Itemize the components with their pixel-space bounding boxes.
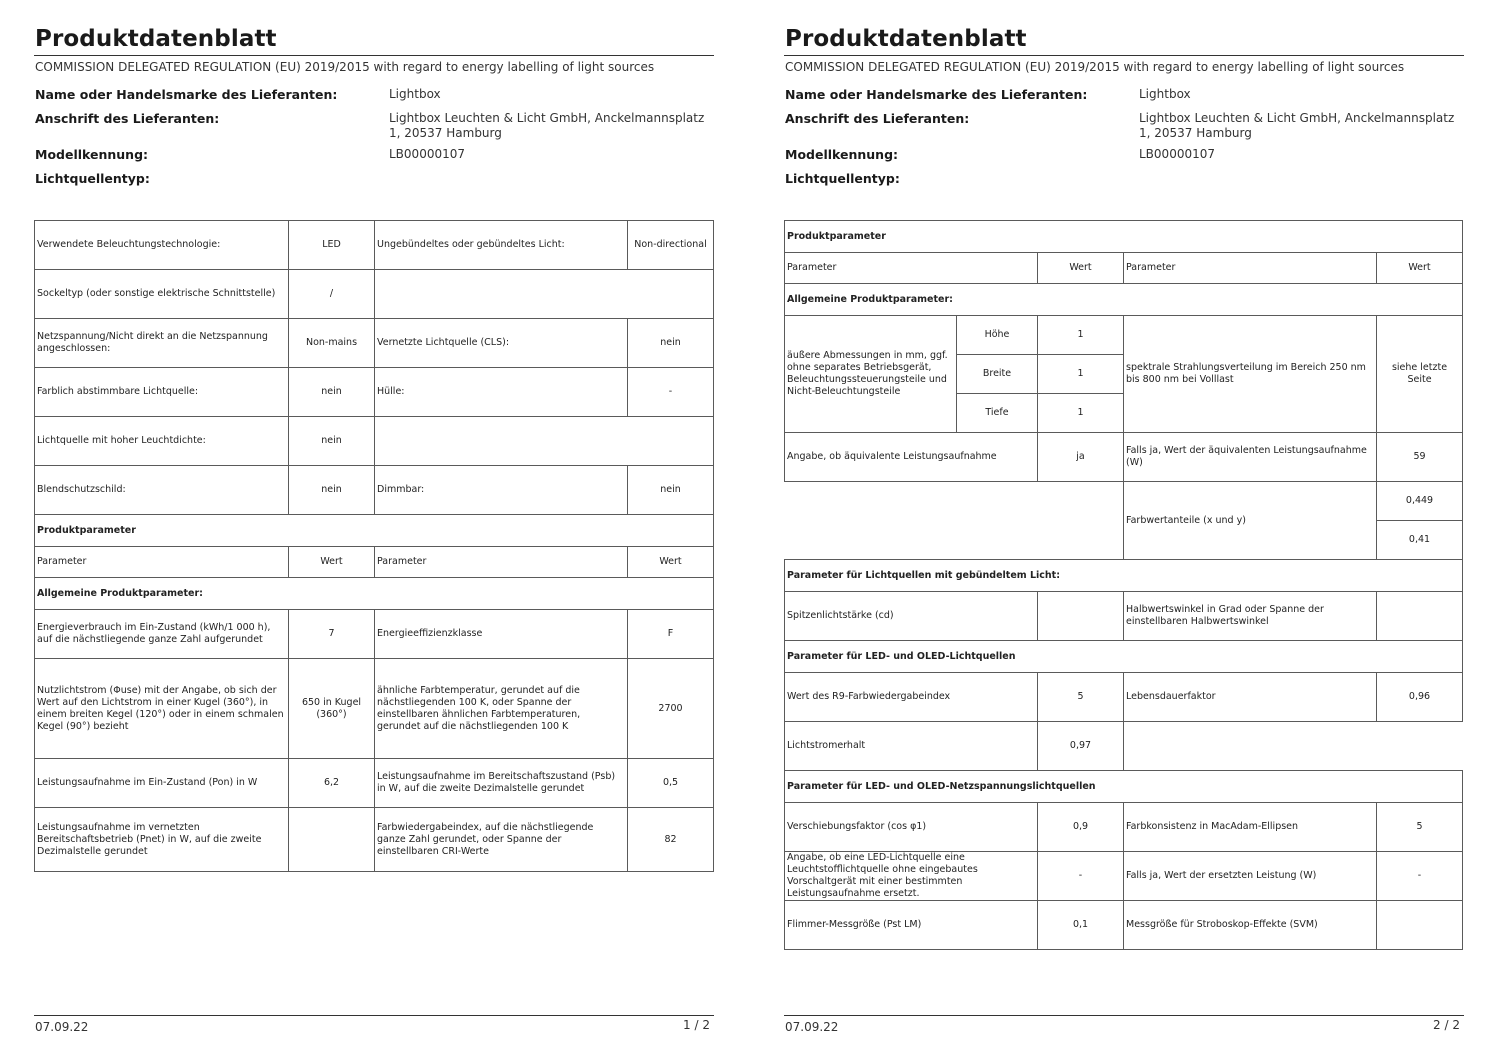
psb-label: Leistungsaufnahme im Bereitschaftszustand (Psb) in W, auf die zweite Dezimalstelle gerundet bbox=[375, 759, 628, 808]
cct-label: ähnliche Farbtemperatur, gerundet auf die nächstliegenden 100 K, oder Spanne der einstellbaren ähnlichen Farbtemperaturen, gerundet auf die nächstliegenden 100 K bbox=[375, 659, 628, 759]
table-row bbox=[35, 808, 714, 872]
table-row bbox=[35, 759, 714, 808]
empty-cell bbox=[375, 417, 714, 466]
retrofit-label: Angabe, ob eine LED-Lichtquelle eine Leuchtstofflichtquelle ohne eingebautes Vorschaltgerät mit einer bestimmten Leistungsaufnahme ersetzt. bbox=[785, 852, 1038, 901]
supplier-label: Name oder Handelsmarke des Lieferanten: bbox=[785, 87, 1088, 102]
peak-intensity-label: Spitzenlichtstärke (cd) bbox=[785, 592, 1038, 641]
datasheet-page-2 bbox=[784, 0, 1464, 1061]
width-label: Breite bbox=[957, 355, 1038, 394]
cap-label: Sockeltyp (oder sonstige elektrische Schnittstelle) bbox=[35, 270, 289, 319]
equiv-value: ja bbox=[1038, 433, 1124, 482]
height-value: 1 bbox=[1038, 316, 1124, 355]
pnet-value bbox=[289, 808, 375, 872]
table-row bbox=[35, 466, 714, 515]
column-header: Wert bbox=[289, 547, 375, 578]
table-row bbox=[785, 771, 1463, 803]
supplier-value: Lightbox bbox=[1139, 87, 1191, 101]
column-header: Parameter bbox=[785, 253, 1038, 284]
displacement-value: 0,9 bbox=[1038, 803, 1124, 852]
cls-value: nein bbox=[628, 319, 714, 368]
table-row bbox=[785, 803, 1463, 852]
footer-page-number: 2 / 2 bbox=[1433, 1018, 1460, 1032]
table-row bbox=[35, 610, 714, 659]
table-row bbox=[785, 901, 1463, 950]
table-row bbox=[785, 852, 1463, 901]
cct-value: 2700 bbox=[628, 659, 714, 759]
tech-value: LED bbox=[289, 221, 375, 270]
directional-label: Ungebündeltes oder gebündeltes Licht: bbox=[375, 221, 628, 270]
page-title: Produktdatenblatt bbox=[785, 26, 1027, 52]
footer-date: 07.09.22 bbox=[785, 1020, 839, 1034]
r9-label: Wert des R9-Farbwiedergabeindex bbox=[785, 673, 1038, 722]
page-title: Produktdatenblatt bbox=[35, 26, 277, 52]
table-row bbox=[35, 319, 714, 368]
footer-divider bbox=[784, 1015, 1464, 1016]
envelope-label: Hülle: bbox=[375, 368, 628, 417]
replaced-power-value: - bbox=[1377, 852, 1463, 901]
directional-value: Non-directional bbox=[628, 221, 714, 270]
width-value: 1 bbox=[1038, 355, 1124, 394]
maintenance-value: 0,97 bbox=[1038, 722, 1124, 771]
depth-value: 1 bbox=[1038, 394, 1124, 433]
svm-label: Messgröße für Stroboskop-Effekte (SVM) bbox=[1124, 901, 1377, 950]
model-label: Modellkennung: bbox=[35, 147, 149, 162]
macadam-value: 5 bbox=[1377, 803, 1463, 852]
equiv-power-value: 59 bbox=[1377, 433, 1463, 482]
regulation-subtitle: COMMISSION DELEGATED REGULATION (EU) 2019/2015 with regard to energy labelling of light sources bbox=[785, 60, 1405, 74]
section-header: Allgemeine Produktparameter: bbox=[785, 284, 1463, 316]
dimensions-label: äußere Abmessungen in mm, ggf. ohne separates Betriebsgerät, Beleuchtungssteuerungsteile und Nicht-Beleuchtungsteile bbox=[785, 316, 957, 433]
equiv-power-label: Falls ja, Wert der äquivalenten Leistungsaufnahme (W) bbox=[1124, 433, 1377, 482]
table-row bbox=[785, 221, 1463, 253]
footer-date: 07.09.22 bbox=[35, 1020, 89, 1034]
table-row bbox=[35, 221, 714, 270]
column-header: Wert bbox=[628, 547, 714, 578]
cri-value: 82 bbox=[628, 808, 714, 872]
high-luminance-label: Lichtquelle mit hoher Leuchtdichte: bbox=[35, 417, 289, 466]
supplier-label: Name oder Handelsmarke des Lieferanten: bbox=[35, 87, 338, 102]
psb-value: 0,5 bbox=[628, 759, 714, 808]
regulation-subtitle: COMMISSION DELEGATED REGULATION (EU) 2019/2015 with regard to energy labelling of light sources bbox=[35, 60, 655, 74]
table-row bbox=[35, 368, 714, 417]
section-header: Parameter für LED- und OLED-Netzspannungslichtquellen bbox=[785, 771, 1463, 803]
pnet-label: Leistungsaufnahme im vernetzten Bereitschaftsbetrieb (Pnet) in W, auf die zweite Dezimalstelle gerundet bbox=[35, 808, 289, 872]
address-label: Anschrift des Lieferanten: bbox=[785, 111, 970, 126]
column-header: Parameter bbox=[375, 547, 628, 578]
section-header: Parameter für Lichtquellen mit gebündeltem Licht: bbox=[785, 560, 1463, 592]
pon-value: 6,2 bbox=[289, 759, 375, 808]
column-header: Wert bbox=[1377, 253, 1463, 284]
table-row bbox=[785, 673, 1463, 722]
beam-angle-value bbox=[1377, 592, 1463, 641]
mains-value: Non-mains bbox=[289, 319, 375, 368]
dimmable-label: Dimmbar: bbox=[375, 466, 628, 515]
tech-label: Verwendete Beleuchtungstechnologie: bbox=[35, 221, 289, 270]
displacement-label: Verschiebungsfaktor (cos φ1) bbox=[785, 803, 1038, 852]
maintenance-label: Lichtstromerhalt bbox=[785, 722, 1038, 771]
macadam-label: Farbkonsistenz in MacAdam-Ellipsen bbox=[1124, 803, 1377, 852]
section-header: Parameter für LED- und OLED-Lichtquellen bbox=[785, 641, 1463, 673]
equiv-label: Angabe, ob äquivalente Leistungsaufnahme bbox=[785, 433, 1038, 482]
datasheet-page-1 bbox=[34, 0, 714, 1061]
supplier-value: Lightbox bbox=[389, 87, 441, 101]
flux-label: Nutzlichtstrom (Φuse) mit der Angabe, ob sich der Wert auf den Lichtstrom in einer Kugel (360°), in einem breiten Kegel (120°) oder in einem schmalen Kegel (90°) bezieht bbox=[35, 659, 289, 759]
section-header: Produktparameter bbox=[35, 515, 714, 547]
parameters-table bbox=[784, 220, 1463, 950]
table-row bbox=[785, 316, 1463, 355]
address-value: Lightbox Leuchten & Licht GmbH, Anckelmannsplatz 1, 20537 Hamburg bbox=[389, 111, 705, 140]
mains-label: Netzspannung/Nicht direkt an die Netzspannung angeschlossen: bbox=[35, 319, 289, 368]
empty-cell bbox=[1124, 722, 1463, 771]
table-row bbox=[35, 515, 714, 547]
dimmable-value: nein bbox=[628, 466, 714, 515]
cls-label: Vernetzte Lichtquelle (CLS): bbox=[375, 319, 628, 368]
height-label: Höhe bbox=[957, 316, 1038, 355]
cap-value: / bbox=[289, 270, 375, 319]
antiglare-label: Blendschutzschild: bbox=[35, 466, 289, 515]
antiglare-value: nein bbox=[289, 466, 375, 515]
cri-label: Farbwiedergabeindex, auf die nächstliegende ganze Zahl gerundet, oder Spanne der einstellbaren CRI-Werte bbox=[375, 808, 628, 872]
flux-value: 650 in Kugel (360°) bbox=[289, 659, 375, 759]
column-header: Wert bbox=[1038, 253, 1124, 284]
model-label: Modellkennung: bbox=[785, 147, 899, 162]
spectral-value: siehe letzte Seite bbox=[1377, 316, 1463, 433]
light-source-type-label: Lichtquellentyp: bbox=[35, 171, 150, 186]
table-row bbox=[35, 547, 714, 578]
survival-value: 0,96 bbox=[1377, 673, 1463, 722]
flicker-label: Flimmer-Messgröße (Pst LM) bbox=[785, 901, 1038, 950]
table-row bbox=[35, 578, 714, 610]
model-value: LB00000107 bbox=[1139, 147, 1215, 161]
envelope-value: - bbox=[628, 368, 714, 417]
table-row bbox=[785, 641, 1463, 673]
flicker-value: 0,1 bbox=[1038, 901, 1124, 950]
footer-divider bbox=[34, 1015, 714, 1016]
svm-value bbox=[1377, 901, 1463, 950]
retrofit-value: - bbox=[1038, 852, 1124, 901]
colour-tunable-value: nein bbox=[289, 368, 375, 417]
chromaticity-x-value: 0,449 bbox=[1377, 482, 1463, 521]
chromaticity-label: Farbwertanteile (x und y) bbox=[1124, 482, 1377, 560]
empty-cell bbox=[785, 482, 1124, 560]
high-luminance-value: nein bbox=[289, 417, 375, 466]
table-row bbox=[785, 253, 1463, 284]
colour-tunable-label: Farblich abstimmbare Lichtquelle: bbox=[35, 368, 289, 417]
address-label: Anschrift des Lieferanten: bbox=[35, 111, 220, 126]
footer-page-number: 1 / 2 bbox=[683, 1018, 710, 1032]
column-header: Parameter bbox=[35, 547, 289, 578]
title-divider bbox=[784, 55, 1464, 56]
section-header: Allgemeine Produktparameter: bbox=[35, 578, 714, 610]
section-header: Produktparameter bbox=[785, 221, 1463, 253]
energy-on-value: 7 bbox=[289, 610, 375, 659]
eec-value: F bbox=[628, 610, 714, 659]
spectral-label: spektrale Strahlungsverteilung im Bereich 250 nm bis 800 nm bei Volllast bbox=[1124, 316, 1377, 433]
beam-angle-label: Halbwertswinkel in Grad oder Spanne der einstellbaren Halbwertswinkel bbox=[1124, 592, 1377, 641]
parameters-table bbox=[34, 220, 714, 872]
address-value: Lightbox Leuchten & Licht GmbH, Anckelmannsplatz 1, 20537 Hamburg bbox=[1139, 111, 1455, 140]
energy-on-label: Energieverbrauch im Ein-Zustand (kWh/1 000 h), auf die nächstliegende ganze Zahl aufgerundet bbox=[35, 610, 289, 659]
pon-label: Leistungsaufnahme im Ein-Zustand (Pon) in W bbox=[35, 759, 289, 808]
table-row bbox=[785, 433, 1463, 482]
table-row bbox=[785, 482, 1463, 521]
chromaticity-y-value: 0,41 bbox=[1377, 521, 1463, 560]
table-row bbox=[785, 284, 1463, 316]
peak-intensity-value bbox=[1038, 592, 1124, 641]
empty-cell bbox=[375, 270, 714, 319]
table-row bbox=[785, 560, 1463, 592]
table-row bbox=[35, 417, 714, 466]
table-row bbox=[785, 592, 1463, 641]
r9-value: 5 bbox=[1038, 673, 1124, 722]
table-row bbox=[785, 722, 1463, 771]
table-row bbox=[35, 659, 714, 759]
depth-label: Tiefe bbox=[957, 394, 1038, 433]
light-source-type-label: Lichtquellentyp: bbox=[785, 171, 900, 186]
eec-label: Energieeffizienzklasse bbox=[375, 610, 628, 659]
survival-label: Lebensdauerfaktor bbox=[1124, 673, 1377, 722]
model-value: LB00000107 bbox=[389, 147, 465, 161]
title-divider bbox=[34, 55, 714, 56]
replaced-power-label: Falls ja, Wert der ersetzten Leistung (W) bbox=[1124, 852, 1377, 901]
column-header: Parameter bbox=[1124, 253, 1377, 284]
table-row bbox=[35, 270, 714, 319]
